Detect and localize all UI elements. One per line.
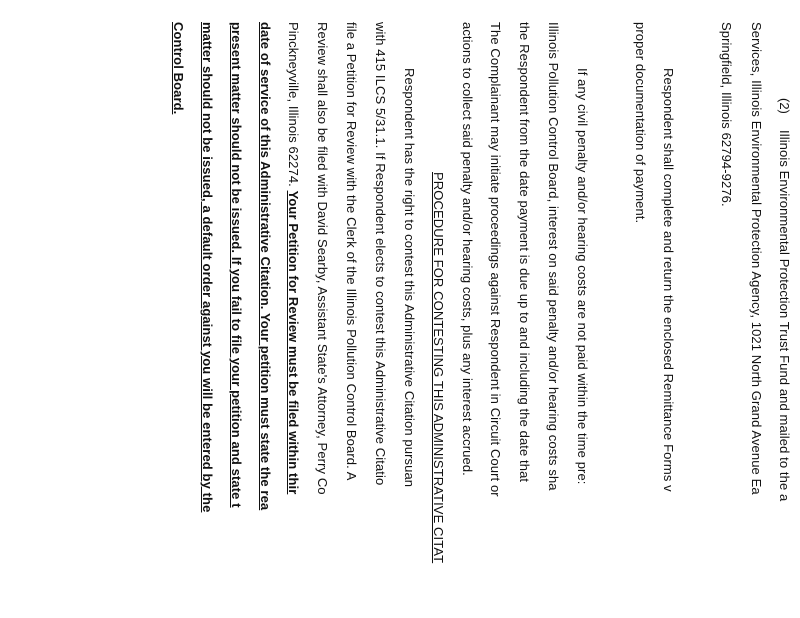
text-line-1: Illinois Environmental Protection Trust Fund and mailed to the a [777, 130, 792, 502]
text-line-3: Springfield, Illinois 62794-9276. [719, 22, 734, 207]
list-number: (2) [777, 98, 792, 114]
text-line-5: proper documentation of payment. [633, 22, 648, 224]
text-line-19: matter should not be issued, a default order against you will be entered by the [200, 22, 215, 513]
text-line-7: Illinois Pollution Control Board, interest on said penalty and/or hearing costs sha [546, 22, 561, 491]
text-line-12: Respondent has the right to contest this Administrative Citation pursuan [402, 68, 417, 488]
text-line-9: The Complainant may initiate proceedings against Respondent in Circuit Court or [488, 22, 503, 497]
text-line-6: If any civil penalty and/or hearing costs are not paid within the time pre: [575, 68, 590, 485]
text-line-2: Services, Illinois Environmental Protection Agency, 1021 North Grand Avenue Ea [749, 22, 764, 495]
text-line-17: date of service of this Administrative Citation. Your petition must state the rea [258, 22, 273, 511]
text-line-15: Review shall also be filed with David Searby, Assistant State's Attorney, Perry Co [315, 22, 330, 495]
text-line-16 [285, 22, 301, 494]
text-line-18: present matter should not be issued. If you fail to file your petition and state t [229, 22, 244, 508]
text-line-16-emphasis: Your Petition for Review must be filed within thir [286, 190, 301, 495]
text-line-16-plain: Pinckneyville, Illinois 62274. [286, 22, 301, 191]
section-heading: PROCEDURE FOR CONTESTING THIS ADMINISTRATIVE CITAT [431, 172, 446, 564]
text-line-13: with 415 ILCS 5/31.1. If Respondent elects to contest this Administrative Citatio [373, 22, 388, 486]
text-line-14: file a Petition for Review with the Clerk of the Illinois Pollution Control Board. A [344, 22, 359, 481]
text-line-20: Control Board. [171, 22, 186, 115]
text-line-10: actions to collect said penalty and/or hearing costs, plus any interest accrued. [460, 22, 475, 476]
text-line-4: Respondent shall complete and return the enclosed Remittance Forms v [661, 68, 676, 492]
text-line-8: the Respondent from the date payment is due up to and including the date that [517, 22, 532, 483]
